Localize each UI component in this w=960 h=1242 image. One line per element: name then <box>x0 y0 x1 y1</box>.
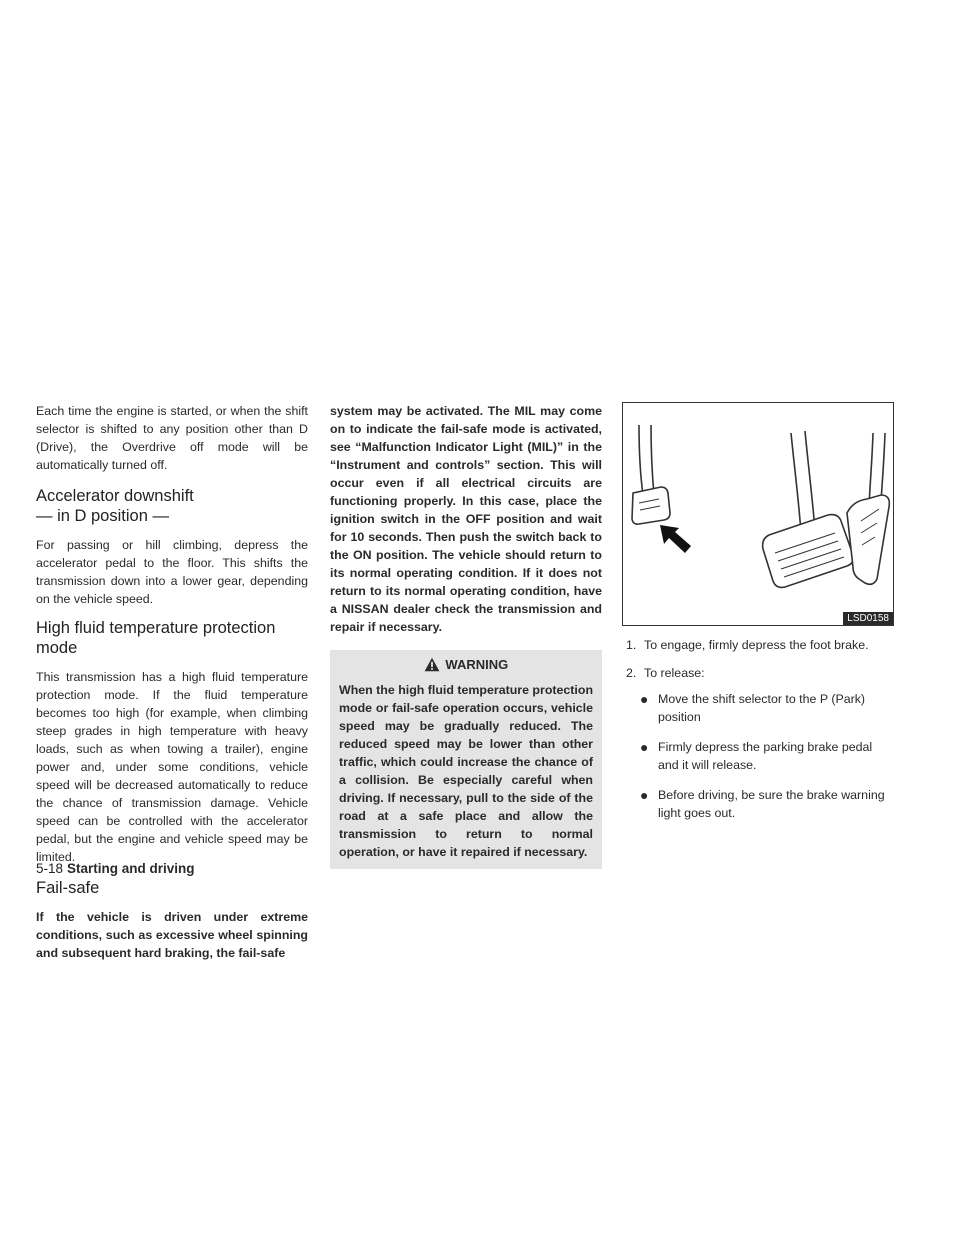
warning-header <box>339 652 593 681</box>
section-title: Starting and driving <box>67 861 195 876</box>
bullet-text: Before driving, be sure the brake warning light goes out. <box>658 788 885 820</box>
accelerator-downshift-heading <box>36 486 308 526</box>
warning-box <box>330 650 602 869</box>
high-temp-heading <box>36 618 308 658</box>
warning-text: When the high fluid temperature protection mode or fail-safe operation occurs, vehicle speed may be gradually reduced. The reduced speed may be lower than other traffic, which could increase the chance of a collision. Be especially careful when driving. If necessary, pull to the side of the road at a safe place and allow the transmission to return to normal operation, or have it repaired if necessary. <box>339 683 594 859</box>
step-text: To engage, firmly depress the foot brake. <box>644 638 869 652</box>
bullet-item <box>622 690 896 726</box>
parking-brake-pedal-illustration <box>623 403 895 627</box>
step-number: 1. <box>626 638 637 652</box>
step-text: To release: <box>644 666 705 680</box>
list-item <box>622 636 896 654</box>
high-temp-text: This transmission has a high fluid temperature protection mode. If the fluid temperature becomes too high (for example, when climbing steep grades in high temperature with heavy loads, such as when towing a trailer), engine power and, under some conditions, vehicle speed will be decreased automatically to reduce the chance of transmission damage. Vehicle speed can be controlled with the accelerator pedal, but the engine and vehicle speed may be limited. <box>36 670 308 864</box>
column-middle <box>330 402 602 869</box>
high-temp-heading-line2: mode <box>36 639 78 657</box>
column-left <box>36 402 308 962</box>
bullet-text: Move the shift selector to the P (Park) position <box>658 692 866 724</box>
fail-safe-heading: Fail-safe <box>36 879 100 897</box>
bullet-icon: ● <box>640 787 649 803</box>
list-item <box>622 664 896 834</box>
high-temp-heading-line1: High fluid temperature protection <box>36 619 276 637</box>
fail-safe-continued-text: system may be activated. The MIL may come on to indicate the fail-safe mode is activated, see “Malfunction Indicator Light (MIL)” in the “Instrument and controls” section. This will occur even if all electrical circuits are functioning properly. In this case, place the ignition switch in the OFF position and wait for 10 seconds. Then push the switch back to the ON position. The vehicle should return to its normal operating condition. If it does not return to its normal operating condition, have a NISSAN dealer check the transmission and repair if necessary. <box>330 404 602 634</box>
page-number: 5-18 <box>36 861 64 876</box>
warning-icon <box>424 657 440 672</box>
bullet-item <box>622 786 896 822</box>
steps-list <box>622 636 896 834</box>
parking-brake-figure <box>622 402 894 626</box>
accelerator-heading-line2: — in D position — <box>36 507 169 525</box>
intro-paragraph: Each time the engine is started, or when the shift selector is shifted to any position other than D (Drive), the Overdrive off mode will be automatically turned off. <box>36 404 308 472</box>
bullet-icon: ● <box>640 739 649 755</box>
bullet-icon: ● <box>640 691 649 707</box>
release-bullets <box>622 690 896 834</box>
page-footer <box>36 860 195 878</box>
accelerator-heading-line1: Accelerator downshift <box>36 487 194 505</box>
fail-safe-text: If the vehicle is driven under extreme conditions, such as excessive wheel spinning and subsequent hard braking, the fail-safe <box>36 910 308 960</box>
bullet-item <box>622 738 896 774</box>
accelerator-downshift-text: For passing or hill climbing, depress the accelerator pedal to the floor. This shifts the transmission down into a lower gear, depending on the vehicle speed. <box>36 538 308 606</box>
step-number: 2. <box>626 666 637 680</box>
warning-heading: WARNING <box>445 657 509 672</box>
bullet-text: Firmly depress the parking brake pedal and it will release. <box>658 740 873 772</box>
figure-label: LSD0158 <box>843 612 893 625</box>
column-right <box>622 402 896 834</box>
